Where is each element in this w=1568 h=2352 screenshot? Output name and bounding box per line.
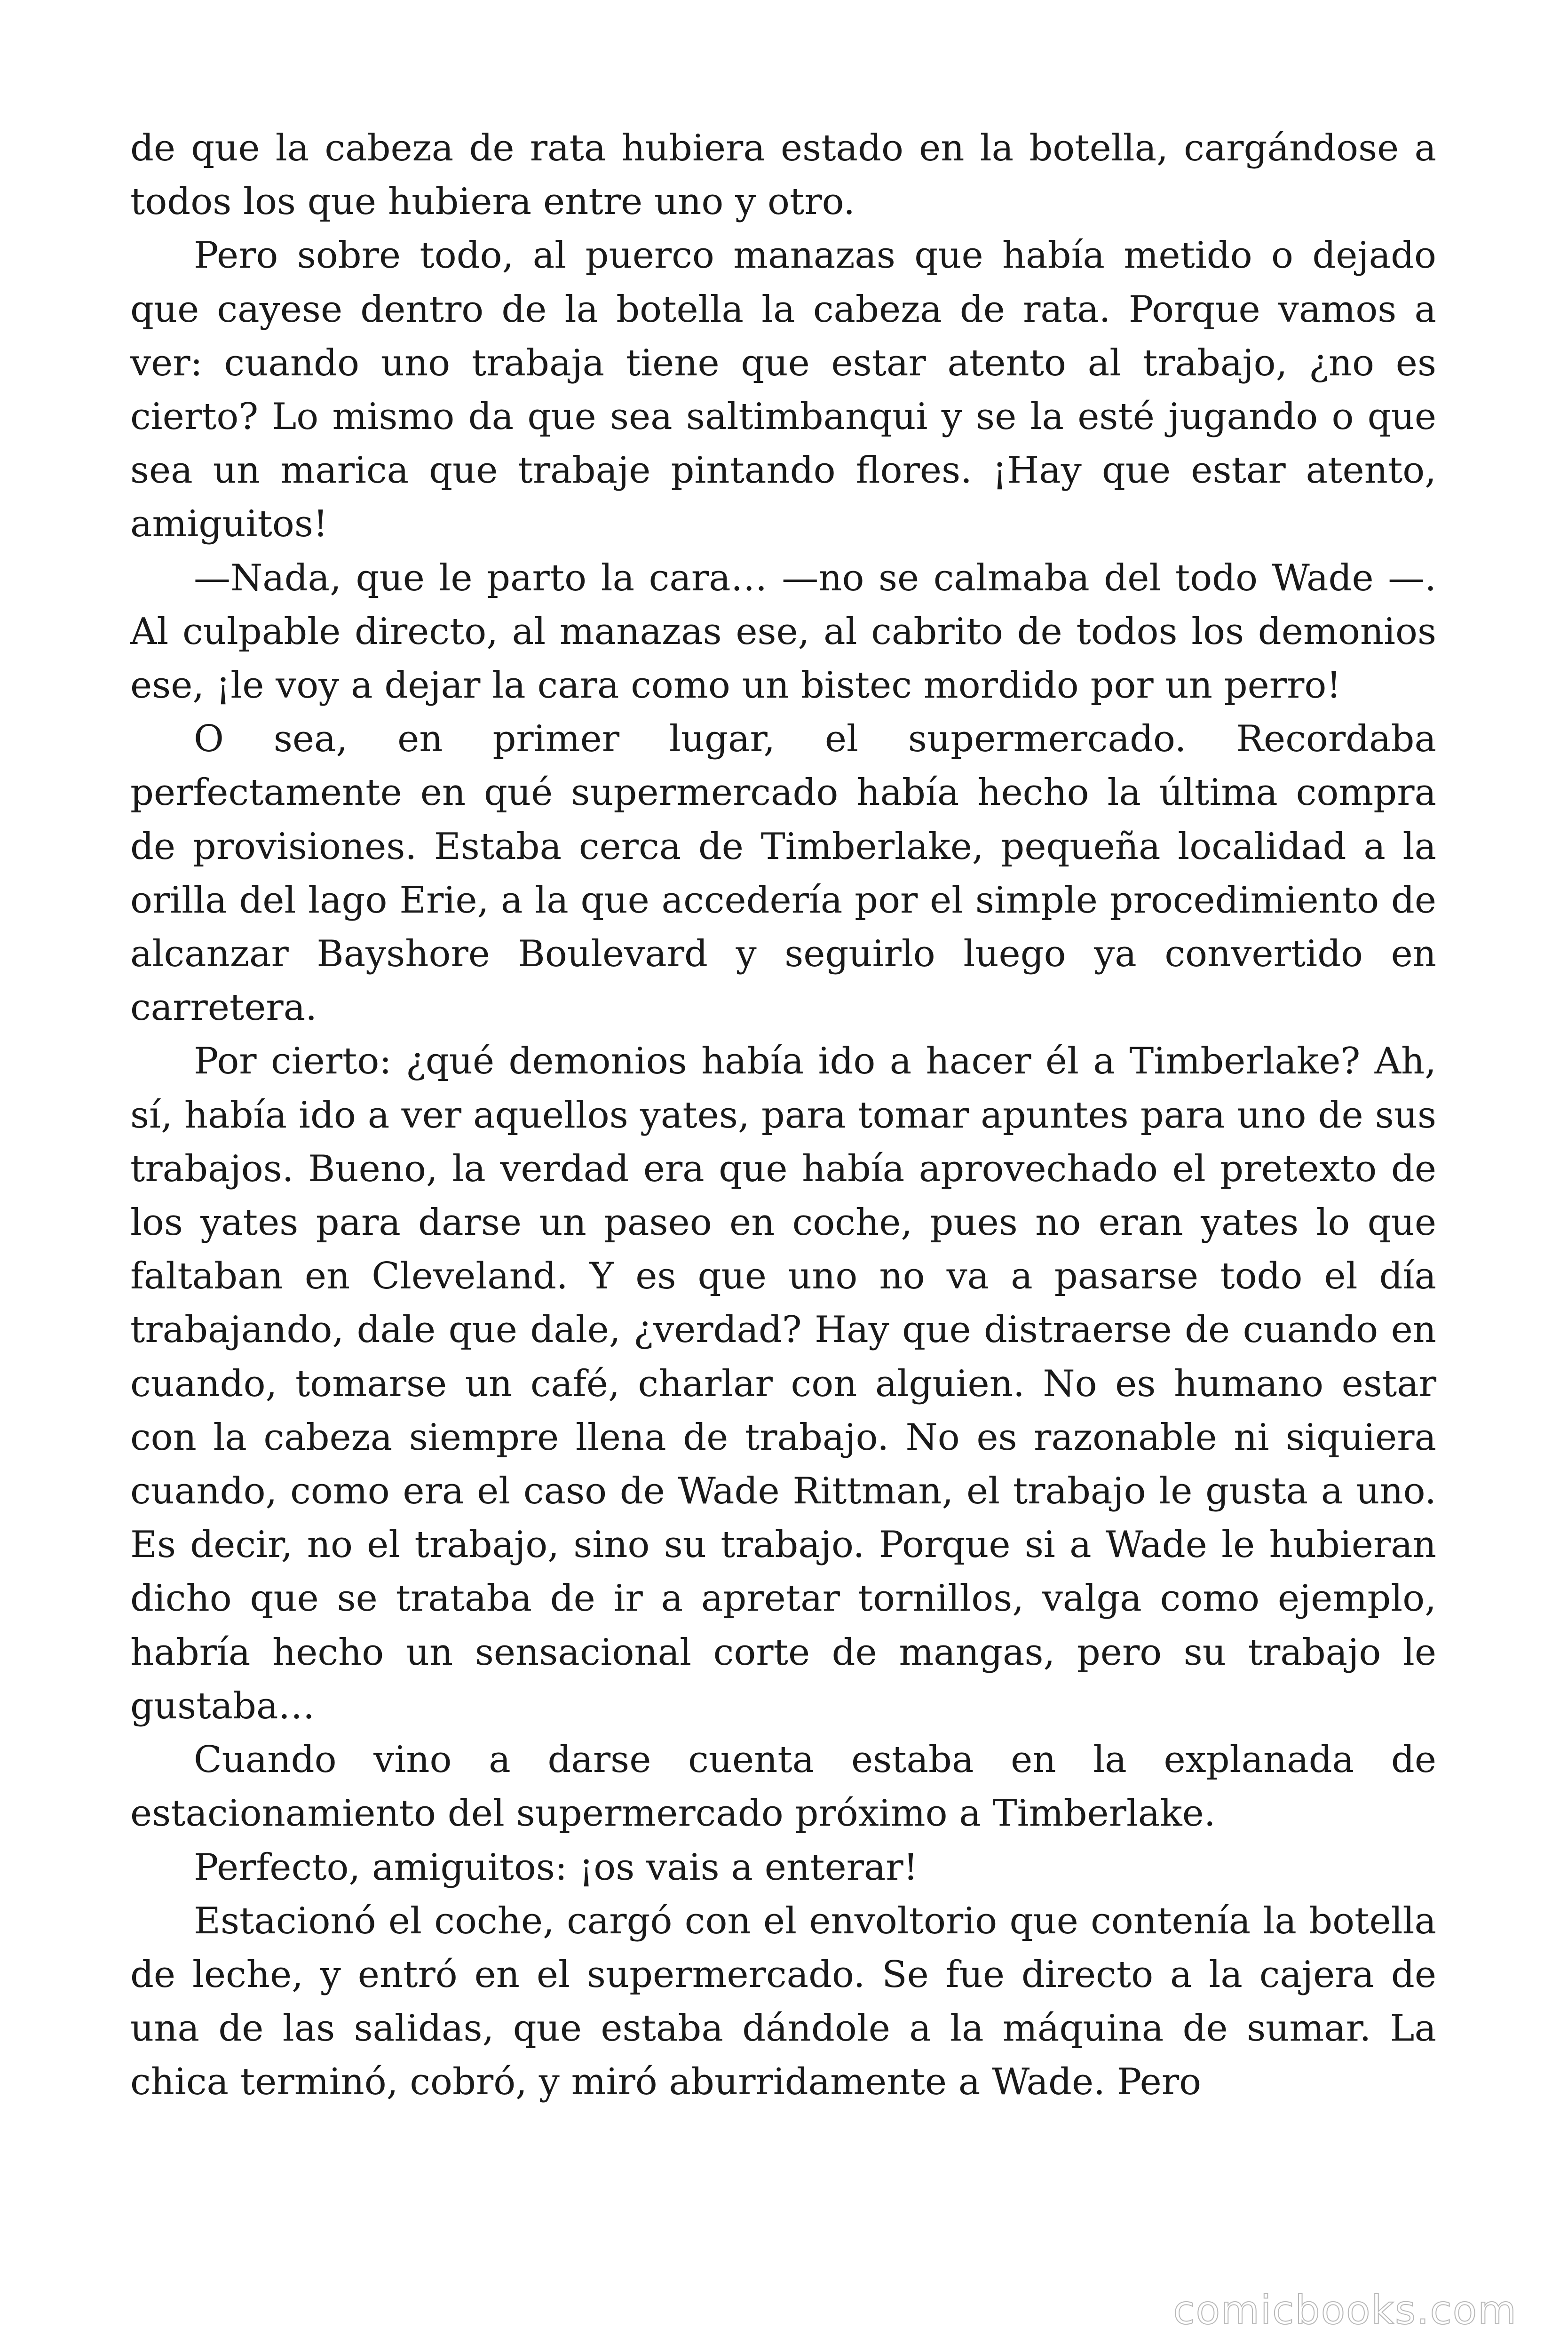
watermark: comicbooks.com: [1173, 2287, 1517, 2333]
paragraph: O sea, en primer lugar, el supermercado. Recordaba perfectamente en qué supermercado había hecho la última compra de provisiones. Estaba cerca de Timberlake, pequeña localidad a la orilla del lago Erie, a la que accedería por el simple procedimiento de alcanzar Bayshore Boulevard y seguirlo luego ya convertido en carretera.: [130, 718, 1436, 1029]
paragraph: Cuando vino a darse cuenta estaba en la explanada de estacionamiento del supermercado próximo a Timberlake.: [130, 1739, 1436, 1835]
body-text: [130, 121, 1436, 2109]
paragraph: Perfecto, amiguitos: ¡os vais a enterar!: [194, 1846, 919, 1889]
paragraph: de que la cabeza de rata hubiera estado en la botella, cargándose a todos los que hubiera entre uno y otro.: [130, 127, 1436, 223]
paragraph: —Nada, que le parto la cara… —no se calmaba del todo Wade —. Al culpable directo, al manazas ese, al cabrito de todos los demonios ese, ¡le voy a dejar la cara como un bistec mordido por un perro!: [130, 556, 1436, 707]
paragraph: Estacionó el coche, cargó con el envoltorio que contenía la botella de leche, y entró en el supermercado. Se fue directo a la cajera de una de las salidas, que estaba dándole a la máquina de sumar. La chica terminó, cobró, y miró aburridamente a Wade. Pero: [130, 1899, 1436, 2104]
paragraph: Pero sobre todo, al puerco manazas que había metido o dejado que cayese dentro de la botella la cabeza de rata. Porque vamos a ver: cuando uno trabaja tiene que estar atento al trabajo, ¿no es cierto? Lo mismo da que sea saltimbanqui y se la esté jugando o que sea un marica que trabaje pintando flores. ¡Hay que estar atento, amiguitos!: [130, 234, 1436, 546]
paragraph: Por cierto: ¿qué demonios había ido a hacer él a Timberlake? Ah, sí, había ido a ver aquellos yates, para tomar apuntes para uno de sus trabajos. Bueno, la verdad era que había aprovechado el pretexto de los yates para darse un paseo en coche, pues no eran yates lo que faltaban en Cleveland. Y es que uno no va a pasarse todo el día trabajando, dale que dale, ¿verdad? Hay que distraerse de cuando en cuando, tomarse un café, charlar con alguien. No es humano estar con la cabeza siempre llena de trabajo. No es razonable ni siquiera cuando, como era el caso de Wade Rittman, el trabajo le gusta a uno. Es decir, no el trabajo, sino su trabajo. Porque si a Wade le hubieran dicho que se trataba de ir a apretar tornillos, valga como ejemplo, habría hecho un sensacional corte de mangas, pero su trabajo le gustaba…: [130, 1040, 1436, 1727]
